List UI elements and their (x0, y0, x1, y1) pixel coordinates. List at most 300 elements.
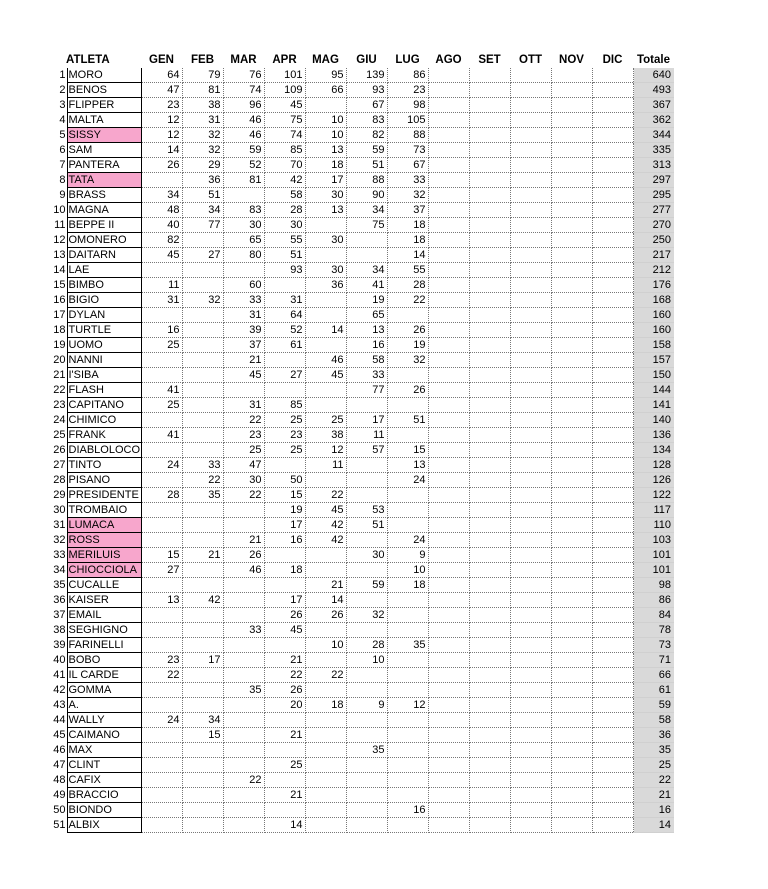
month-score (510, 488, 551, 503)
total-score: 640 (633, 68, 674, 83)
total-score: 270 (633, 218, 674, 233)
month-score: 26 (387, 383, 428, 398)
month-score (305, 308, 346, 323)
month-score: 12 (305, 443, 346, 458)
month-score: 81 (223, 173, 264, 188)
month-score (305, 773, 346, 788)
row-number: 50 (53, 804, 66, 816)
standings-table (52, 52, 674, 833)
athlete-name: PISANO (67, 473, 141, 488)
month-score: 82 (346, 128, 387, 143)
athlete-name: PRESIDENTE (67, 488, 141, 503)
table-row (52, 98, 674, 113)
month-score (592, 353, 633, 368)
total-score: 134 (633, 443, 674, 458)
month-score (182, 323, 223, 338)
month-score: 12 (141, 128, 182, 143)
athlete-name: FLIPPER (67, 98, 141, 113)
month-score: 27 (182, 248, 223, 263)
header-mar: MAR (230, 54, 257, 66)
table-row (52, 203, 674, 218)
athlete-name: FLASH (67, 383, 141, 398)
month-score: 18 (387, 578, 428, 593)
table-row (52, 278, 674, 293)
total-score: 157 (633, 353, 674, 368)
month-score (551, 143, 592, 158)
month-score (428, 398, 469, 413)
month-score (305, 338, 346, 353)
month-score: 46 (223, 563, 264, 578)
row-number: 24 (53, 414, 66, 426)
row-number: 7 (59, 159, 66, 171)
month-score: 39 (223, 323, 264, 338)
month-score (223, 638, 264, 653)
month-score: 34 (182, 203, 223, 218)
month-score: 33 (387, 173, 428, 188)
month-score (592, 83, 633, 98)
month-score (141, 683, 182, 698)
month-score (592, 758, 633, 773)
month-score: 42 (182, 593, 223, 608)
month-score: 15 (182, 728, 223, 743)
month-score: 42 (305, 533, 346, 548)
month-score: 37 (387, 203, 428, 218)
month-score: 13 (141, 593, 182, 608)
row-number: 10 (53, 204, 66, 216)
month-score (510, 803, 551, 818)
month-score: 22 (223, 413, 264, 428)
month-score (223, 263, 264, 278)
row-number: 28 (53, 474, 66, 486)
month-score: 34 (141, 188, 182, 203)
month-score: 26 (305, 608, 346, 623)
total-score: 295 (633, 188, 674, 203)
month-score (592, 428, 633, 443)
header-ott: OTT (519, 54, 542, 66)
month-score (346, 593, 387, 608)
month-score (551, 98, 592, 113)
month-score (469, 773, 510, 788)
month-score: 20 (264, 698, 305, 713)
row-number: 27 (53, 459, 66, 471)
month-score: 19 (264, 503, 305, 518)
month-score (551, 593, 592, 608)
month-score (182, 338, 223, 353)
month-score (469, 593, 510, 608)
athlete-name: LAE (67, 263, 141, 278)
month-score: 67 (346, 98, 387, 113)
month-score: 31 (182, 113, 223, 128)
row-number: 49 (53, 789, 66, 801)
month-score: 15 (264, 488, 305, 503)
month-score (182, 368, 223, 383)
month-score (510, 713, 551, 728)
month-score (428, 203, 469, 218)
month-score (510, 443, 551, 458)
row-number: 46 (53, 744, 66, 756)
month-score: 13 (387, 458, 428, 473)
month-score (264, 278, 305, 293)
month-score (428, 788, 469, 803)
month-score: 32 (387, 188, 428, 203)
month-score (469, 818, 510, 833)
month-score: 45 (305, 368, 346, 383)
month-score (141, 368, 182, 383)
month-score (510, 788, 551, 803)
table-row (52, 533, 674, 548)
month-score (346, 773, 387, 788)
month-score: 59 (346, 143, 387, 158)
month-score (510, 338, 551, 353)
month-score (469, 398, 510, 413)
table-row (52, 143, 674, 158)
row-number: 45 (53, 729, 66, 741)
month-score (551, 353, 592, 368)
month-score (551, 728, 592, 743)
table-row (52, 758, 674, 773)
total-score: 110 (633, 518, 674, 533)
month-score (387, 773, 428, 788)
athlete-name: IL CARDE (67, 668, 141, 683)
month-score (510, 98, 551, 113)
standings-sheet (52, 52, 674, 833)
month-score: 10 (346, 653, 387, 668)
month-score: 23 (141, 653, 182, 668)
month-score (510, 743, 551, 758)
month-score (428, 128, 469, 143)
month-score (510, 68, 551, 83)
month-score (592, 293, 633, 308)
row-number: 44 (53, 714, 66, 726)
month-score (428, 113, 469, 128)
month-score (387, 428, 428, 443)
month-score (387, 368, 428, 383)
month-score (182, 683, 223, 698)
month-score (428, 98, 469, 113)
month-score: 96 (223, 98, 264, 113)
month-score: 38 (182, 98, 223, 113)
month-score (264, 383, 305, 398)
total-score: 126 (633, 473, 674, 488)
month-score (428, 263, 469, 278)
table-row (52, 743, 674, 758)
row-number: 38 (53, 624, 66, 636)
month-score (305, 818, 346, 833)
header-dic: DIC (602, 54, 623, 66)
athlete-name: OMONERO (67, 233, 141, 248)
total-score: 36 (633, 728, 674, 743)
month-score: 27 (141, 563, 182, 578)
athlete-name: FARINELLI (67, 638, 141, 653)
month-score (141, 608, 182, 623)
total-score: 136 (633, 428, 674, 443)
month-score: 22 (305, 488, 346, 503)
header-set: SET (478, 54, 501, 66)
month-score: 21 (182, 548, 223, 563)
athlete-name: SISSY (67, 128, 141, 143)
month-score (223, 383, 264, 398)
month-score: 79 (182, 68, 223, 83)
month-score (223, 188, 264, 203)
month-score (469, 758, 510, 773)
month-score (592, 173, 633, 188)
month-score (141, 773, 182, 788)
month-score: 33 (223, 623, 264, 638)
table-row (52, 488, 674, 503)
month-score (551, 428, 592, 443)
month-score (469, 113, 510, 128)
month-score (428, 608, 469, 623)
month-score (387, 608, 428, 623)
row-number: 40 (53, 654, 66, 666)
month-score: 93 (264, 263, 305, 278)
month-score (223, 743, 264, 758)
month-score (551, 683, 592, 698)
month-score: 93 (346, 83, 387, 98)
month-score: 33 (346, 368, 387, 383)
athlete-name: BRASS (67, 188, 141, 203)
table-row (52, 698, 674, 713)
month-score (469, 128, 510, 143)
month-score (551, 668, 592, 683)
month-score (551, 293, 592, 308)
month-score (592, 518, 633, 533)
month-score (428, 488, 469, 503)
month-score (551, 383, 592, 398)
month-score (510, 173, 551, 188)
month-score (305, 548, 346, 563)
month-score: 35 (346, 743, 387, 758)
month-score (551, 203, 592, 218)
month-score (592, 278, 633, 293)
month-score: 40 (141, 218, 182, 233)
month-score (469, 803, 510, 818)
month-score (346, 788, 387, 803)
month-score: 21 (223, 533, 264, 548)
month-score (469, 353, 510, 368)
month-score (182, 638, 223, 653)
month-score (428, 323, 469, 338)
header-lug: LUG (395, 54, 420, 66)
month-score (182, 518, 223, 533)
month-score (346, 818, 387, 833)
row-number: 14 (53, 264, 66, 276)
month-score (551, 338, 592, 353)
month-score: 15 (387, 443, 428, 458)
month-score (510, 263, 551, 278)
table-row (52, 338, 674, 353)
total-score: 73 (633, 638, 674, 653)
month-score (469, 278, 510, 293)
month-score (469, 458, 510, 473)
athlete-name: GOMMA (67, 683, 141, 698)
month-score (223, 578, 264, 593)
month-score (141, 353, 182, 368)
month-score (592, 338, 633, 353)
month-score (510, 128, 551, 143)
athlete-name: A. (67, 698, 141, 713)
month-score (387, 758, 428, 773)
month-score (387, 743, 428, 758)
month-score: 22 (223, 488, 264, 503)
month-score (428, 278, 469, 293)
month-score: 55 (387, 263, 428, 278)
month-score: 30 (264, 218, 305, 233)
total-score: 103 (633, 533, 674, 548)
month-score: 23 (223, 428, 264, 443)
table-row (52, 563, 674, 578)
month-score: 10 (305, 638, 346, 653)
month-score: 25 (264, 758, 305, 773)
total-score: 86 (633, 593, 674, 608)
table-row (52, 773, 674, 788)
row-number: 37 (53, 609, 66, 621)
month-score (510, 353, 551, 368)
month-score (182, 788, 223, 803)
month-score (551, 653, 592, 668)
month-score: 74 (223, 83, 264, 98)
month-score: 75 (346, 218, 387, 233)
month-score: 21 (264, 788, 305, 803)
month-score (510, 233, 551, 248)
month-score (469, 323, 510, 338)
month-score (592, 443, 633, 458)
month-score: 16 (387, 803, 428, 818)
month-score (305, 683, 346, 698)
month-score: 22 (141, 668, 182, 683)
month-score: 51 (387, 413, 428, 428)
athlete-name: ROSS (67, 533, 141, 548)
month-score (305, 398, 346, 413)
month-score (182, 503, 223, 518)
month-score: 25 (141, 338, 182, 353)
month-score (141, 173, 182, 188)
month-score (428, 368, 469, 383)
month-score (428, 818, 469, 833)
month-score (141, 788, 182, 803)
month-score: 17 (182, 653, 223, 668)
month-score: 34 (346, 263, 387, 278)
month-score: 35 (387, 638, 428, 653)
month-score (428, 623, 469, 638)
month-score (305, 218, 346, 233)
month-score (387, 788, 428, 803)
month-score (305, 293, 346, 308)
table-row (52, 413, 674, 428)
row-number: 36 (53, 594, 66, 606)
month-score (182, 233, 223, 248)
month-score: 16 (346, 338, 387, 353)
month-score: 65 (223, 233, 264, 248)
month-score (428, 728, 469, 743)
month-score (592, 368, 633, 383)
month-score: 61 (264, 338, 305, 353)
month-score (141, 308, 182, 323)
month-score (551, 248, 592, 263)
month-score: 13 (305, 143, 346, 158)
month-score (510, 473, 551, 488)
month-score (346, 458, 387, 473)
month-score (223, 593, 264, 608)
athlete-name: WALLY (67, 713, 141, 728)
month-score: 45 (223, 368, 264, 383)
month-score (469, 233, 510, 248)
month-score (510, 278, 551, 293)
athlete-name: MAGNA (67, 203, 141, 218)
month-score (182, 383, 223, 398)
month-score (551, 713, 592, 728)
month-score (592, 68, 633, 83)
month-score: 82 (141, 233, 182, 248)
month-score (141, 758, 182, 773)
month-score (223, 503, 264, 518)
total-score: 66 (633, 668, 674, 683)
total-score: 140 (633, 413, 674, 428)
row-number: 6 (59, 144, 66, 156)
month-score (510, 113, 551, 128)
month-score: 64 (264, 308, 305, 323)
month-score (223, 818, 264, 833)
month-score: 22 (264, 668, 305, 683)
month-score (305, 383, 346, 398)
month-score (264, 773, 305, 788)
month-score (264, 353, 305, 368)
month-score (469, 608, 510, 623)
row-number: 31 (53, 519, 66, 531)
month-score (551, 758, 592, 773)
month-score (510, 563, 551, 578)
month-score (387, 488, 428, 503)
row-number: 47 (53, 759, 66, 771)
athlete-name: CHIMICO (67, 413, 141, 428)
month-score (592, 458, 633, 473)
athlete-name: BRACCIO (67, 788, 141, 803)
table-row (52, 548, 674, 563)
month-score: 51 (346, 158, 387, 173)
month-score (592, 638, 633, 653)
month-score: 77 (346, 383, 387, 398)
month-score: 34 (346, 203, 387, 218)
month-score (223, 713, 264, 728)
month-score: 30 (305, 263, 346, 278)
row-number: 32 (53, 534, 66, 546)
month-score (592, 728, 633, 743)
athlete-name: ALBIX (67, 818, 141, 833)
month-score: 21 (264, 728, 305, 743)
row-number: 21 (53, 369, 66, 381)
month-score (141, 818, 182, 833)
month-score (469, 83, 510, 98)
athlete-name: DIABLOLOCO (68, 444, 141, 456)
month-score: 25 (223, 443, 264, 458)
month-score: 22 (223, 773, 264, 788)
month-score: 36 (305, 278, 346, 293)
month-score (346, 668, 387, 683)
month-score (428, 353, 469, 368)
month-score (469, 473, 510, 488)
month-score: 14 (387, 248, 428, 263)
month-score (469, 488, 510, 503)
total-score: 144 (633, 383, 674, 398)
row-number: 13 (53, 249, 66, 261)
month-score (182, 698, 223, 713)
month-score: 73 (387, 143, 428, 158)
table-row (52, 458, 674, 473)
month-score (346, 473, 387, 488)
row-number: 4 (59, 114, 66, 126)
month-score (592, 158, 633, 173)
month-score (551, 488, 592, 503)
